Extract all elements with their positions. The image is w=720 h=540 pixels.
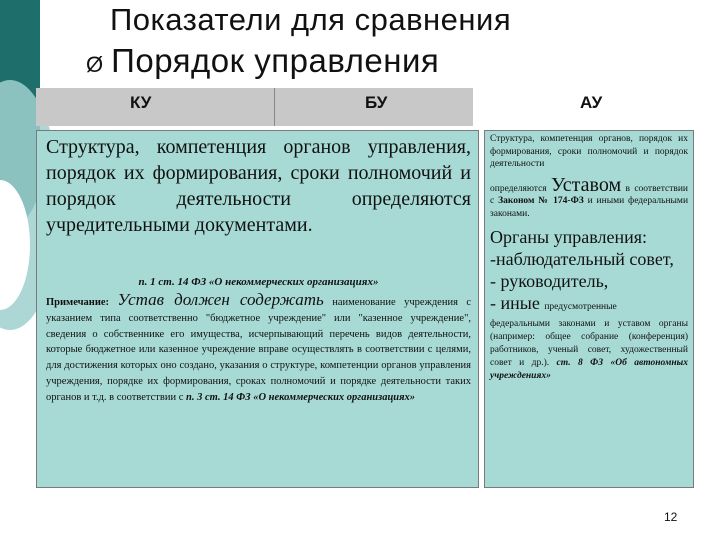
ku-bu-note [46, 292, 471, 406]
au-organs-title: Органы управления: [490, 227, 647, 247]
au-determined-word: Уставом [551, 173, 622, 196]
page-number: 12 [664, 510, 678, 524]
au-law-post: и иными федеральными законами. [490, 196, 689, 219]
column-header-au: АУ [580, 93, 603, 112]
au-organ-1: -наблюдательный совет, [490, 249, 674, 269]
note-emphasis: Устав должен содержать [117, 290, 324, 309]
arrow-bullet-icon: Ø [86, 52, 104, 77]
au-organs-list [490, 226, 688, 318]
column-header-bu: БУ [365, 93, 388, 112]
slide-subtitle: Порядок управления [111, 42, 440, 79]
au-determined-post: в [625, 183, 630, 194]
au-organ-3 [490, 292, 688, 318]
au-determined [490, 173, 689, 221]
ku-bu-reference: п. 1 ст. 14 ФЗ «О некоммерческих организациях» [138, 276, 379, 288]
subtitle-row [86, 42, 439, 80]
au-intro: Структура, компетенция органов, порядок их формирования, сроки полномочий и порядок деятельности [490, 134, 688, 169]
au-organ-3-big: - иные [490, 293, 540, 313]
au-organ-3-small: предусмотренные [544, 302, 617, 312]
note-body: наименование учреждения с указанием типа соответственно "бюджетное учреждение" или "казенное учреждение", сведения о собственнике его имущества, исчерпывающий перечень видов деятельности, которые бюджетное или казенное учреждение вправе осуществлять в соответствии с целями, для достижения которых оно создано, указания о структуре, компетенции органов управления учреждения, порядке их формирования, сроках полномочий и порядке деятельности таких органов и т.д. в соответствии с [46, 297, 472, 403]
ku-bu-main-text: Структура, компетенция органов управления, порядок их формирования, сроки полномочий и порядок деятельности определяются учредительными документами. [46, 136, 471, 236]
au-tail [490, 318, 688, 383]
au-law-bold: Законом № 174-ФЗ [498, 196, 584, 206]
header-band [36, 88, 473, 126]
note-label: Примечание: [46, 297, 110, 308]
slide-title: Показатели для сравнения [110, 2, 512, 37]
au-determined-pre: определяются [490, 183, 547, 194]
note-reference: п. 3 ст. 14 ФЗ «О некоммерческих организациях» [186, 391, 416, 403]
au-tail-text: федеральными законами и уставом органы (например: общее собрание (конференция) работников, ученый совет, художественный совет и др.). [490, 319, 688, 368]
au-law-pre: соответствии с [490, 183, 689, 206]
au-organ-2: - руководитель, [490, 271, 609, 291]
au-tail-reference: ст. 8 ФЗ «Об автономных учреждениях» [490, 358, 688, 381]
au-column-text [490, 133, 688, 383]
column-header-ku: КУ [130, 93, 152, 112]
